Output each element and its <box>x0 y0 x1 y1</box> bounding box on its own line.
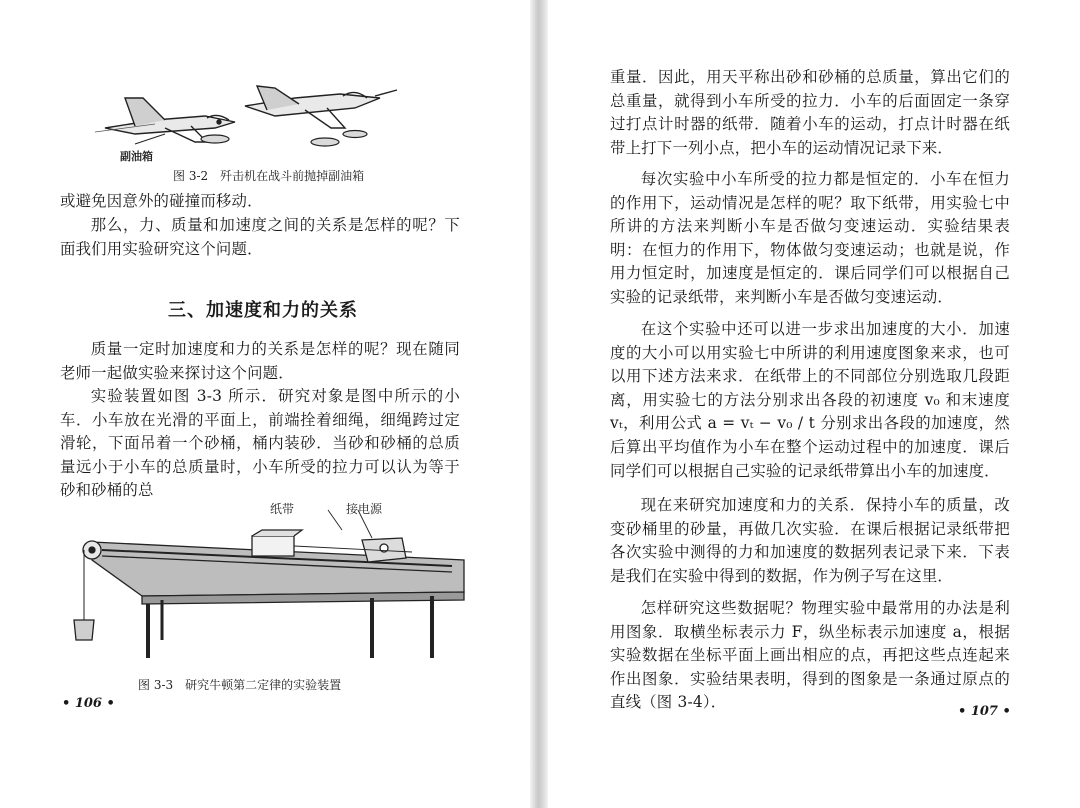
paragraph-2: 那么，力、质量和加速度之间的关系是怎样的呢？下面我们用实验研究这个问题． <box>60 216 460 258</box>
paragraph-r2: 每次实验中小车所受的拉力都是恒定的．小车在恒力的作用下，运动情况是怎样的呢？取下纸带，用实验七中所讲的方法来判断小车是否做匀变速运动．实验结果表明：在恒力的作用下，物体做匀变速运动；也就是说，作用力恒定时，加速度是恒定的．课后同学们可以根据自己实验的记录纸带，来判断小车是否做匀变速运动． <box>610 170 1010 306</box>
paragraph-3: 质量一定时加速度和力的关系是怎样的呢？现在随同老师一起做实验来探讨这个问题． <box>60 340 460 382</box>
section-heading: 三、加速度和力的关系 <box>168 300 358 321</box>
paragraph-1: 或避免因意外的碰撞而移动． <box>60 192 263 210</box>
figure-3-3-label-tape: 纸带 <box>270 502 295 516</box>
paragraph-r3: 在这个实验中还可以进一步求出加速度的大小．加速度的大小可以用实验七中所讲的利用速度图象来求，也可以用下述方法来求．在纸带上的不同部位分别选取几段距离，用实验七的方法分别求出各段的初速度 v₀ 和末速度 vₜ，利用公式 a = vₜ − v₀ / t 分别求出各段的加速度，然后算出平均值作为小车在整个运动过程中的加速度．课后同学们可以根据自己实验的记录纸带算出小车的加速度． <box>610 320 1010 480</box>
figure-3-2-label: 副油箱 <box>120 150 153 163</box>
book-gutter <box>530 0 548 808</box>
paragraph-4: 实验装置如图 3-3 所示．研究对象是图中所示的小车．小车放在光滑的平面上，前端拴着细绳，细绳跨过定滑轮，下面吊着一个砂桶，桶内装砂．当砂和砂桶的总质量远小于小车的总质量时，小车所受的拉力可以认为等于砂和砂桶的总 <box>60 387 460 500</box>
figure-3-2-caption: 图 3-2 歼击机在战斗前抛掉副油箱 <box>173 169 365 183</box>
figure-3-3-caption: 图 3-3 研究牛顿第二定律的实验装置 <box>138 678 342 692</box>
paragraph-r5: 怎样研究这些数据呢？物理实验中最常用的办法是利用图象．取横坐标表示力 F，纵坐标表示加速度 a，根据实验数据在坐标平面上画出相应的点，再把这些点连起来作出图象．实验结果表明，得到的图象是一条通过原点的直线（图 3-4）． <box>610 599 1010 712</box>
page-number-right: • 107 • <box>958 704 1011 719</box>
figure-3-3-label-power: 接电源 <box>346 502 383 516</box>
figure-3-3-apparatus-illustration <box>72 500 467 660</box>
paragraph-r1: 重量．因此，用天平称出砂和砂桶的总质量，算出它们的总重量，就得到小车所受的拉力．小车的后面固定一条穿过打点计时器的纸带．随着小车的运动，打点计时器在纸带上打下一列小点，把小车的运动情况记录下来． <box>610 68 1010 157</box>
figure-3-2-jets-illustration <box>95 76 400 154</box>
page-number-left: • 106 • <box>62 696 115 711</box>
right-page <box>548 0 1080 808</box>
left-page <box>0 0 530 808</box>
paragraph-r4: 现在来研究加速度和力的关系．保持小车的质量，改变砂桶里的砂量，再做几次实验．在课后根据记录纸带把各次实验中测得的力和加速度的数据列表记录下来．下表是我们在实验中得到的数据，作为例子写在这里． <box>610 496 1010 585</box>
